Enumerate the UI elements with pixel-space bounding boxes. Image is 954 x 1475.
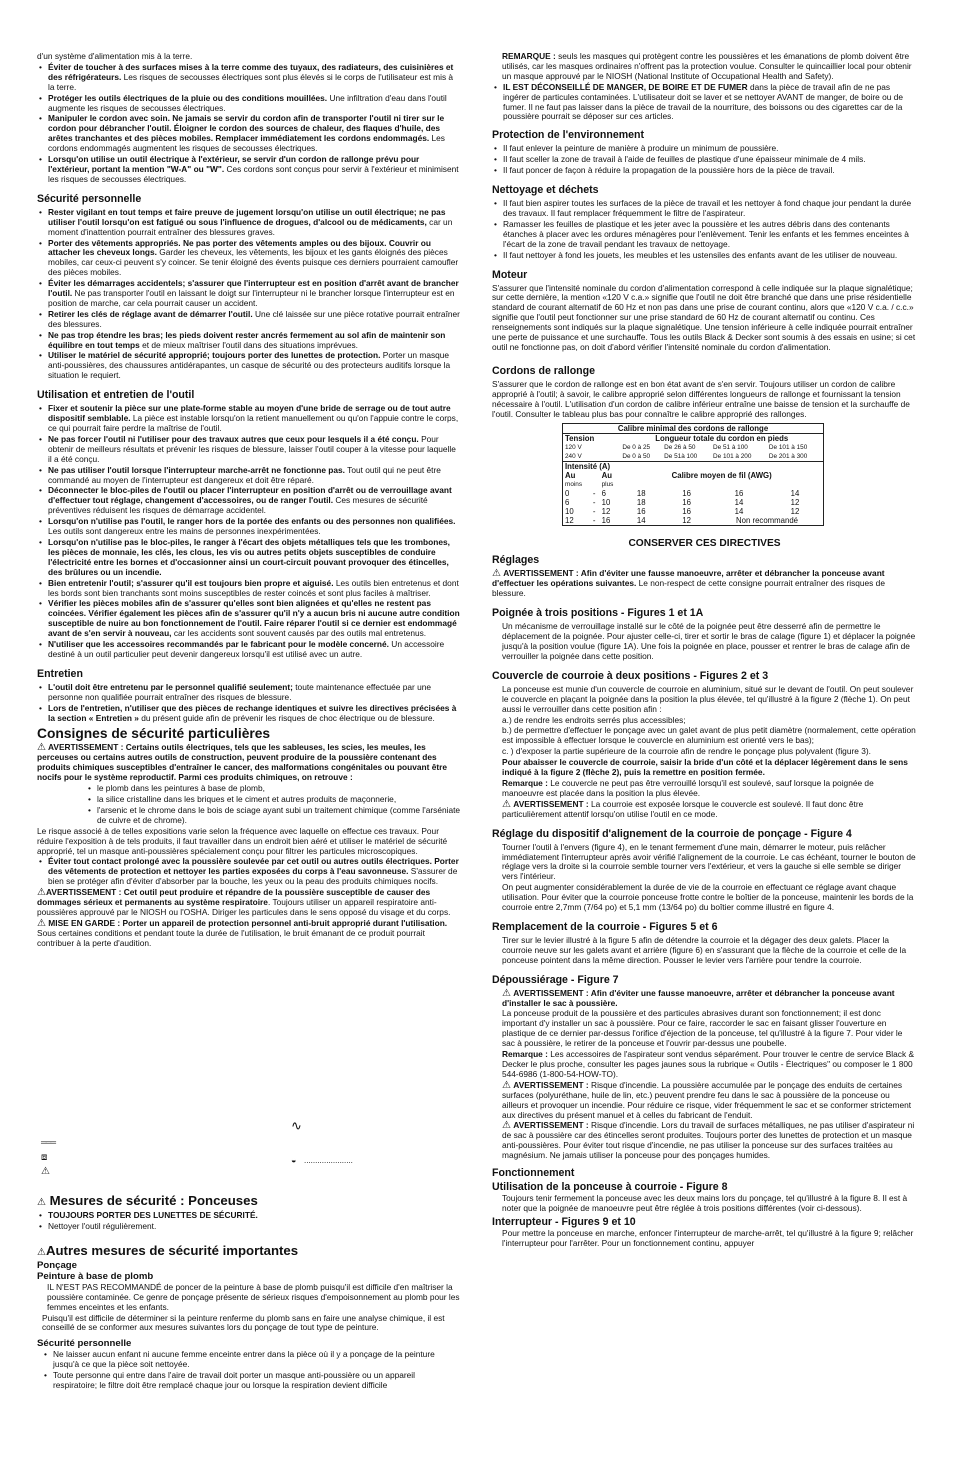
list-item: • Porter des vêtements appropriés. Ne pas porter des vêtements amples ou des bijoux. Couvrir ou attacher les cheveux longs. Garder les cheveux, les vêtements, les bijoux et les gants éloignés des pièces mobiles, car ceux-ci peuvent s'y coincer. Se tenir éloigné des évents puisque ces derniers pourraient camoufler des pièces mobiles.: [37, 239, 461, 279]
maintenance-list: [37, 683, 461, 724]
list-item: • Il faut bien aspirer toutes les surfaces de la pièce de travail et les nettoyer à fond chaque jour pendant la durée des travaux. Il faut remplacer fréquemment le filtre de l'aspirateur.: [492, 199, 917, 219]
list-item: • Lors de l'entretien, n'utiliser que des pièces de rechange identiques et suivre les directives précisées à la section « Entretien » du présent guide afin de prévenir les risques de choc électrique ou de blessure.: [37, 704, 461, 724]
list-item: • Vérifier les pièces mobiles afin de s'assurer qu'elles sont bien alignées et qu'elles ne restent pas coincées. Vérifier également les pièces afin de s'assurer qu'il n'y a aucun bris ni aucune autre condition susceptible de nuire au bon fonctionnement de l'outil. Faire réparer l'outil si ce dernier est endommagé avant de s'en servir à nouveau, car les accidents sont souvent causés par des outils mal entretenus.: [37, 599, 461, 639]
warning-icon: ⚠: [502, 1079, 511, 1091]
list-item: • IL EST DÉCONSEILLÉ DE MANGER, DE BOIRE ET DE FUMER dans la pièce de travail afin de ne pas ingérer de particules contaminées. L'utilisateur doit se laver et se nettoyer AVANT de manger, de boire ou de fumer. Il ne faut pas laisser dans la pièce de travail de la nourriture, des boissons ou des cigarettes car de la poussière pourrait se déposer sur ces articles.: [492, 83, 917, 123]
table-row: 10 - 12 16 16 14 12: [565, 507, 800, 517]
belt-alignment-heading: Réglage du dispositif d'alignement de la courroie de ponçage - Figure 4: [492, 827, 852, 840]
list-item: • Il faut poncer de façon à réduire la propagation de la poussière hors de la pièce de travail.: [492, 166, 917, 176]
list-item: • Retirer les clés de réglage avant de démarrer l'outil. Une clé laissée sur une pièce rotative pourrait entraîner des blessures.: [37, 310, 461, 330]
motor-text: S'assurer que l'intensité nominale du cordon d'alimentation correspond à celle indiquée sur la plaque signalétique; sur cette dernière, la mention «120 V c.a.» signifie que l'outil ne doit être branché que dans une prise résidentielle standard de courant alternatif de 60 Hz et non pas dans une prise de courant continu, alors que «120 V c.a. / c.c.» signifie que l'outil peut fonctionner sur une prise standard de 60 Hz de courant alternatif ou continu. Ces renseignements sont indiqués sur la plaque signalétique. Une tension inférieure à celle indiquée pourrait entraîner une perte de puissance et une surchauffe. Tous les outils Black & Decker sont soumis à des essais en usine; si cet outil ne fonctionne pas, on doit d'abord vérifier l'intensité nominale du cordon d'alimentation.: [492, 282, 916, 352]
table-gauge-header: Calibre moyen de fil (AWG): [671, 471, 772, 481]
list-item: • Il faut enlever la peinture de manière à produire un minimum de poussière.: [492, 144, 917, 154]
lead-paint-heading: Peinture à base de plomb: [37, 1270, 154, 1282]
warning-icon: ⚠: [37, 1197, 46, 1208]
list-item: • Ne pas forcer l'outil ni l'utiliser pour des travaux autres que ceux pour lesquels il a été conçu. Pour obtenir de meilleurs résultats et prévenir les risques de blessure, laisser l'outil couper à la vitesse pour laquelle il a été conçu.: [37, 435, 461, 465]
table-row: 12 - 16 14 12 Non recommandé: [565, 516, 798, 526]
warning-icon: ⚠: [502, 987, 511, 999]
operation-heading: Fonctionnement: [492, 1167, 575, 1180]
handle-heading: Poignée à trois positions - Figures 1 et 1A: [492, 607, 704, 620]
sanding-heading: Ponçage: [37, 1259, 77, 1271]
belt-replacement-heading: Remplacement de la courroie - Figures 5 et 6: [492, 920, 718, 933]
list-item: • Éviter tout contact prolongé avec la poussière soulevée par cet outil ou autres outils électriques. Porter des vêtements de protection et nettoyer les parties exposées du corps à l'eau savonneuse. S'assurer de bien se protéger afin d'éviter d'absorber par la bouche, les yeux ou la peau des produits chimiques nocifs.: [37, 857, 461, 887]
table-row: 0 - 6 18 16 16 14: [565, 489, 800, 499]
note-label: REMARQUE :: [502, 51, 556, 61]
warning-icon: ⚠: [502, 798, 511, 810]
list-item: • N'utiliser que les accessoires recommandés par le fabricant pour le modèle concerné. Un accessoire destiné à un outil particulier peut devenir dangereux lorsqu'il est utilisé avec un autre.: [37, 640, 461, 660]
warning-icon: ⚠: [37, 742, 46, 754]
warning-icon: ⚠: [41, 1166, 50, 1177]
personal-safety-heading: Sécurité personnelle: [37, 192, 142, 205]
specific-warning-text: AVERTISSEMENT : Certains outils électriques, tels que les sableuses, les scies, les meules, les perceuses ou certains autres outils de construction, peuvent produire de la poussière contenant des produits chimiques susceptibles d'entraîner le cancer, des malformations congénitales ou pouvant être nocifs pour le système reproductif. Parmi ces produits chimiques, on retrouve :: [37, 742, 448, 783]
belt-cover-heading: Couvercle de courroie à deux positions - Figures 2 et 3: [492, 669, 769, 682]
list-item: • TOUJOURS PORTER DES LUNETTES DE SÉCURITÉ.: [37, 1211, 461, 1221]
tool-use-list: [37, 404, 461, 660]
list-item: • Utiliser le matériel de sécurité approprié; toujours porter des lunettes de protection. Porter un masque anti-poussières, des chaussures antidérapantes, un casque de sécurité ou des protecteurs auditifs lorsque la situation le requiert.: [37, 351, 461, 381]
sanders-safety-list: [37, 1211, 461, 1232]
extension-cords-heading: Cordons de rallonge: [492, 364, 596, 377]
list-item: • Ramasser les feuilles de plastique et les jeter avec la poussière et les autres débris dans des contenants étanches à placer avec les ordures ménagères pour l'enlèvement. Tenir les enfants et les femmes enceintes à l'écart de la zone de travail pendant les travaux de nettoyage.: [492, 220, 917, 250]
symbols-area: [40, 1118, 460, 1180]
warning-icon: ⚠: [37, 887, 46, 899]
list-item: • Il faut sceller la zone de travail à l'aide de feuilles de plastique d'une épaisseur minimale de 4 mils.: [492, 155, 917, 165]
list-item: • Ne pas utiliser l'outil lorsque l'interrupteur marche-arrêt ne fonctionne pas. Tout outil qui ne peut être commandé au moyen de l'interrupteur est dangereux et doit être réparé.: [37, 466, 461, 486]
intro-text: d'un système d'alimentation mis à la terre.: [37, 51, 193, 61]
rpm-dots: ......................: [304, 1156, 353, 1165]
extension-cord-table: Calibre minimal des cordons de rallonge Tension Longueur totale du cordon en pieds 120 V De 0 à 25 De 26 à 50 De 51 à 100 De 101 à 150 240 V De 0 à 50 De 51à 100 De 101 à 200 De 201 à 300 Intensité (A) Au Au Calibre moyen de fil (AWG) moins plus 0 - 6 18 16 16 14 6 - 10 18 16 14 12 10 - 12 16 16 14 12 12 - 16 14 12 Non recommandé: [562, 423, 824, 526]
lower-cover-text: Pour abaisser le couvercle de courroie, saisir la bride d'un côté et la déplacer légèrement dans le sens indiqué à la figure 2 (flèche 2), puis la remettre en position fermée.: [502, 757, 908, 778]
list-item: • Ne laisser aucun enfant ni aucune femme enceinte entrer dans la pièce où il y a ponçage de la peinture jusqu'à ce que la pièce soit nettoyée.: [42, 1350, 461, 1370]
list-item: • Ne pas trop étendre les bras; les pieds doivent rester ancrés fermement au sol afin de maintenir son équilibre en tout temps et de mieux maîtriser l'outil dans des situations imprévues.: [37, 331, 461, 351]
table-amps-header: Intensité (A): [563, 462, 824, 472]
personal-safety-2-list: [37, 1350, 461, 1391]
specific-safety-heading: Consignes de sécurité particulières: [37, 726, 271, 742]
table-length-header: Longueur totale du cordon en pieds: [655, 434, 789, 444]
list-item: • la silice cristalline dans les briques et le ciment et autres produits de maçonnerie,: [37, 795, 461, 805]
list-item: • Toute personne qui entre dans l'aire de travail doit porter un masque anti-poussière ou un appareil respiratoire; le filtre doit être remplacé chaque jour ou lorsque la respiration devient difficile: [42, 1371, 461, 1391]
belt-sander-use-heading: Utilisation de la ponceuse à courroie - Figure 8: [492, 1181, 728, 1194]
left-lower-column: [37, 1193, 461, 1392]
list-item: • l'arsenic et le chrome dans le bois de sciage ayant subi un traitement chimique (comme l'arséniate de cuivre et de chrome).: [37, 806, 461, 826]
list-item: • Éviter les démarrages accidentels; s'assurer que l'interrupteur est en position d'arrêt avant de brancher l'outil. Ne pas transporter l'outil en laissant le doigt sur l'interrupteur ni le brancher lorsque l'interrupteur est en position de marche, car cela pourrait causer un accident.: [37, 279, 461, 309]
environment-list: [492, 144, 917, 176]
dc-current-icon: ═══: [41, 1138, 56, 1147]
motor-heading: Moteur: [492, 268, 528, 281]
respiratory-warning: AVERTISSEMENT : Cet outil peut produire et répandre de la poussière susceptible de causer des dommages sérieux et permanents au système respiratoire: [37, 887, 431, 908]
cleaning-heading: Nettoyage et déchets: [492, 184, 599, 197]
list-item: • L'outil doit être entretenu par le personnel qualifié seulement; toute maintenance effectuée par une personne non qualifiée pourrait entraîner des risques de blessure.: [37, 683, 461, 703]
maintenance-heading: Entretien: [37, 667, 83, 680]
adjustments-heading: Réglages: [492, 554, 540, 567]
keep-instructions-heading: CONSERVER CES DIRECTIVES: [628, 538, 781, 550]
list-item: • Manipuler le cordon avec soin. Ne jamais se servir du cordon afin de transporter l'outil ni tirer sur le cordon pour débrancher l'outil. Éloigner le cordon des sources de chaleur, des flaques d'huile, des arêtes tranchantes et des pièces mobiles. Remplacer immédiatement les cordons endommagés. Les cordons endommagés augmentent les risques de secousses électriques.: [37, 114, 461, 154]
sanders-safety-heading: Mesures de sécurité : Ponceuses: [49, 1193, 258, 1208]
list-item: • Fixer et soutenir la pièce sur une plate-forme stable au moyen d'une bride de serrage ou de tout autre dispositif semblable. La pièce est instable lorsqu'on la retient manuellement ou qu'on l'appuie contre le corps, ce qui pourrait faire perdre la maîtrise de l'outil.: [37, 404, 461, 434]
right-column: REMARQUE : seuls les masques qui protègent contre les poussières et les émanations de plomb doivent être utilisés, car les masques ordinaires n'offrent pas la protection voulue. Consulter le quincaillier local pour obtenir un masque approuvé par le NIOSH (National Institute of Occupational Health and Safety). • IL EST DÉCONSEILLÉ DE MANGER, DE BOIRE ET DE FUMER dans la pièce de travail afin de ne pas ingérer de particules contaminées. L'utilisateur doit se laver et se nettoyer AVANT de manger, de boire ou de fumer. Il ne faut pas laisser dans la pièce de travail de la nourriture, des boissons ou des cigarettes car de la poussière pourrait se déposer sur ces articles. Protection de l'environnement • Il faut enlever la peinture de manière à produire un minimum de poussière. • Il faut sceller la zone de travail à l'aide de feuilles de plastique d'une épaisseur minimale de 4 mils. • Il faut poncer de façon à réduire la propagation de la poussière hors de la pièce de travail. Nettoyage et déchets • Il faut bien aspirer toutes les surfaces de la pièce de travail et les nettoyer à fond chaque jour pendant la durée des travaux. Il faut remplacer fréquemment le filtre de l'aspirateur. • Ramasser les feuilles de plastique et les jeter avec la poussière et les autres débris dans des contenants étanches à placer avec les ordures ménagères pour l'enlèvement. Tenir les enfants et les femmes enceintes à l'écart de la zone de travail pendant les travaux de nettoyage. • Il faut nettoyer à fond les jouets, les meubles et les ustensiles des enfants avant de les utiliser de nouveau. Moteur S'assurer que l'intensité nominale du cordon d'alimentation correspond à celle indiquée sur la plaque signalétique; sur cette dernière, la mention «120 V c.a.» signifie que l'outil ne doit être branché que dans une prise résidentielle standard de courant alternatif de 60 Hz et non pas dans une prise de courant continu, alors que «120 V c.a. / c.c.» signifie que l'outil peut fonctionner sur une prise standard de 60 Hz de courant alternatif ou continu. Ces renseignements sont indiqués sur la plaque signalétique. Une tension inférieure à celle indiquée pourrait entraîner une perte de puissance et une surchauffe. Tous les outils Black & Decker sont soumis à des essais en usine; si cet outil ne fonctionne pas, on doit d'abord vérifier l'intensité nominale du cordon d'alimentation. Cordons de rallonge S'assurer que le cordon de rallonge est en bon état avant de s'en servir. Toujours utiliser un cordon de calibre approprié à l'outil; à savoir, le calibre approprié selon différentes longueurs de rallonge et fournissant la tension nécessaire à l'outil. L'utilisation d'un cordon de calibre inférieur entraîne une baisse de tension et la surchauffe de l'outil. Consulter le tableau plus bas pour connaître le calibre approprié des rallonges. Calibre minimal des cordons de rallonge Tension Longueur totale du cordon en pieds 120 V De 0 à 25 De 26 à 50 De 51 à 100 De 101 à 150 240 V De 0 à 50 De 51à 100 De 101 à 200 De 201 à 300 Intensité (A) Au Au Calibre moyen de fil (AWG) moins plus 0 - 6 18 16 16 14 6 - 10 18 16 14 12 10 - 12 16 16 14 12 12 - 16 14 12 Non recommandé CONSERVER CES DIRECTIVES Réglages ⚠ AVERTISSEMENT : Afin d'éviter une fausse manoeuvre, arrêter et débrancher la ponceuse avant d'effectuer les opérations suivantes. Le non-respect de cette consigne pourrait entraîner des risques de blessure. Poignée à trois positions - Figures 1 et 1A Un mécanisme de verrouillage installé sur le côté de la poignée peut être desserré afin de permettre le déplacement de la poignée. Pour ajuster celle-ci, tirer et sortir le bras de calage (figure 1) et déplacer la poignée jusqu'à la position voulue (figure 1A). Une fois la poignée en place, pousser et rentrer le bras de calage afin de verrouiller la poignée dans cette position. Couvercle de courroie à deux positions - Figures 2 et 3 La ponceuse est munie d'un couvercle de courroie en aluminium, situé sur le devant de l'outil. On peut soulever le couvercle en plaçant la poignée dans la position la plus élevée, tel qu'illustré à la figure 2 (flèche 1). On peut aussi le verrouiller dans cette position afin : a.) de rendre les endroits serrés plus accessibles; b.) de permettre d'effectuer le ponçage avec un galet avant de plus petit diamètre (normalement, cette opération est impossible à effectuer lorsque le couvercle en aluminium est orienté vers le bas); c. ) d'exposer la partie supérieure de la courroie afin de rendre le ponçage plus polyvalent (figure 3). Pour abaisser le couvercle de courroie, saisir la bride d'un côté et la déplacer légèrement dans le sens indiqué à la figure 2 (flèche 2), puis la remettre en position fermée. Remarque : Le couvercle ne peut pas être verrouillé lorsqu'il est soulevé, sauf lorsque la poignée de manoeuvre est placée dans la position la plus élevée. ⚠ AVERTISSEMENT : La courroie est exposée lorsque le couvercle est soulevé. Il faut donc être particulièrement attentif lorsqu'on utilise l'outil en ce mode. Réglage du dispositif d'alignement de la courroie de ponçage - Figure 4 Tourner l'outil à l'envers (figure 4), en le tenant fermement d'une main, démarrer le moteur, puis relâcher immédiatement l'interrupteur après avoir vérifié l'alignement de la courroie. Le cas échéant, tourner le bouton de réglage vers la droite si la courroie semble tourner vers l'extérieur, et vers la gauche si elle semble se diriger vers l'intérieur. On peut augmenter considérablement la durée de vie de la courroie en effectuant ce réglage avant chaque utilisation. Pour éviter que la courroie ponceuse frotte contre le boîtier de la ponceuse, maintenir les bords de la courroie entre 2,7mm (7/64 po) et 5,1 mm (13/64 po) du boîtier comme illustré en figure 4. Remplacement de la courroie - Figures 5 et 6 Tirer sur le levier illustré à la figure 5 afin de détendre la courroie et la dégager des deux galets. Placer la courroie neuve sur les galets avant et arrière (figure 6) en s'assurant que la flèche de la courroie et celle de la ponceuse pointent dans la même direction. Pousser le levier vers l'arrière pour tendre la courroie. Dépoussiérage - Figure 7 ⚠ AVERTISSEMENT : Afin d'éviter une fausse manoeuvre, arrêter et débrancher la ponceuse avant d'installer le sac à poussière. La ponceuse produit de la poussière et des particules abrasives durant son fonctionnement; il est donc important d'y installer un sac à poussière. Pour ce faire, raccorder le sac en faisant glisser l'ouverture en plastique de ce dernier par-dessus l'orifice d'éjection de la ponceuse, tel qu'illustré à la figure 7. Pour vider le sac à poussière, le retirer de la ponceuse et l'ouvrir par-dessus une poubelle. Remarque : Les accessoires de l'aspirateur sont vendus séparément. Pour trouver le centre de service Black & Decker le plus proche, consulter les pages jaunes sous la rubrique « Outils - Électriques" ou composer le 1 800 544-6986 (1-800-54-HOW-TO). ⚠ AVERTISSEMENT : Risque d'incendie. La poussière accumulée par le ponçage des enduits de certaines surfaces (polyuréthane, huile de lin, etc.) peuvent prendre feu dans le sac à poussière de la ponceuse ou ailleurs et provoquer un incendie. Pour réduire ce risque, vider fréquemment le sac et se conformer strictement aux directives du présent manuel et à celles du fabricant de l'enduit. ⚠ AVERTISSEMENT : Risque d'incendie. Lors du travail de surfaces métalliques, ne pas utiliser d'aspirateur ni de sac à poussière car des étincelles seront produites. Toujours porter des lunettes de protection et un masque anti-poussières. Pour éviter tout risque d'incendie, ne pas utiliser la ponceuse sur des surfaces traitées au magnésium. Ne jamais utiliser la ponceuse pour des ponçages humides. Fonctionnement Utilisation de la ponceuse à courroie - Figure 8 Toujours tenir fermement la ponceuse avec les deux mains lors du ponçage, tel qu'illustré à la figure 8. Il est à noter que la poignée de manoeuvre peut être réglée à trois positions différentes (voir ci-dessous). Interrupteur - Figures 9 et 10 Pour mettre la ponceuse en marche, enfoncer l'interrupteur de marche-arrêt, tel qu'illustré à la figure 9; relâcher l'interrupteur pour l'arrêter. Pour un fonctionnement continu, appuyer: [492, 52, 917, 1250]
warning-icon: ⚠: [37, 1246, 46, 1258]
other-safety-heading: Autres mesures de sécurité importantes: [45, 1242, 299, 1258]
class-two-icon: ⧈: [41, 1152, 48, 1163]
environment-heading: Protection de l'environnement: [492, 129, 645, 142]
rpm-icon: ◒: [291, 1155, 297, 1165]
table-title: Calibre minimal des cordons de rallonge: [563, 424, 824, 434]
warning-icon: ⚠: [37, 917, 46, 929]
list-item: • Bien entretenir l'outil; s'assurer qu'il est toujours bien propre et aiguisé. Les outils bien entretenus et dont les bords sont bien tranchants sont moins susceptibles de rester coincés et sont plus faciles à maîtriser.: [37, 579, 461, 599]
note-text: seuls les masques qui protègent contre les poussières et les émanations de plomb doivent être utilisés, car les masques ordinaires n'offrent pas la protection voulue. Consulter le quincaillier local pour obtenir un masque approuvé par le NIOSH (National Institute of Occupational Health and Safety).: [502, 51, 912, 81]
personal-safety-list: [37, 208, 461, 381]
ac-current-icon: ∿: [291, 1118, 302, 1133]
list-item: • Lorsqu'on utilise un outil électrique à l'extérieur, se servir d'un cordon de rallonge prévu pour l'extérieur, portant la mention "W-A" ou "W". Ces cordons sont conçus pour servir à l'extérieur et minimisent les risques de secousses électriques.: [37, 155, 461, 185]
warning-icon: ⚠: [492, 568, 501, 580]
hearing-warning: MISE EN GARDE : Porter un appareil de protection personnel anti-bruit approprié durant l'utilisation.: [48, 917, 448, 928]
lead-paint-text-2: Puisqu'il est difficile de déterminer si la peinture renferme du plomb sans en faire une analyse chimique, il est conseillé de se conformer aux mesures suivantes lors du ponçage de tout type de peinture.: [42, 1312, 445, 1333]
cleaning-list: [492, 199, 917, 260]
handle-text: Un mécanisme de verrouillage installé sur le côté de la poignée peut être desserré afin de permettre le déplacement de la poignée. Pour ajuster celle-ci, tirer et sortir le bras de calage (figure 1) et déplacer la poignée jusqu'à la position voulue (figure 1A). Une fois la poignée en place, pousser et rentrer le bras de calage afin de verrouiller la poignée dans cette position.: [502, 621, 916, 661]
table-tension-header: Tension: [565, 434, 595, 444]
extension-cords-text: S'assurer que le cordon de rallonge est en bon état avant de s'en servir. Toujours utiliser un cordon de calibre approprié à l'outil; à savoir, le calibre approprié selon différentes longueurs de rallonge et fournissant la tension nécessaire à l'outil. L'utilisation d'un cordon de calibre inférieur entraîne une baisse de tension et la surchauffe de l'outil. Consulter le tableau plus bas pour connaître le calibre approprié des rallonges.: [492, 378, 910, 419]
switch-heading: Interrupteur - Figures 9 et 10: [492, 1215, 636, 1228]
list-item: • Déconnecter le bloc-piles de l'outil ou placer l'interrupteur en position d'arrêt ou de verrouillage avant d'effectuer tout réglage, changement d'accessoires, ou de ranger l'outil. Ces mesures de sécurité préventives réduisent les risques de démarrage accidentel.: [37, 486, 461, 516]
list-item: • Éviter de toucher à des surfaces mises à la terre comme des tuyaux, des radiateurs, des cuisinières et des réfrigérateurs. Les risques de secousses électriques sont plus élevés si le corps de l'utilisateur est mis à la terre.: [37, 63, 461, 93]
left-column: d'un système d'alimentation mis à la terre. • Éviter de toucher à des surfaces mises à la terre comme des tuyaux, des radiateurs, des cuisinières et des réfrigérateurs. Les risques de secousses électriques sont plus élevés si le corps de l'utilisateur est mis à la terre. • Protéger les outils électriques de la pluie ou des conditions mouillées. Une infiltration d'eau dans l'outil augmente les risques de secousses électriques. • Manipuler le cordon avec soin. Ne jamais se servir du cordon afin de transporter l'outil ni tirer sur le cordon pour débrancher l'outil. Éloigner le cordon des sources de chaleur, des flaques d'huile, des arêtes tranchantes et des pièces mobiles. Remplacer immédiatement les cordons endommagés. Les cordons endommagés augmentent les risques de secousses électriques. • Lorsqu'on utilise un outil électrique à l'extérieur, se servir d'un cordon de rallonge prévu pour l'extérieur, portant la mention "W-A" ou "W". Ces cordons sont conçus pour servir à l'extérieur et minimisent les risques de secousses électriques. Sécurité personnelle • Rester vigilant en tout temps et faire preuve de jugement lorsqu'on utilise un outil électrique; ne pas utiliser l'outil lorsqu'on est fatigué ou sous l'influence de drogues, d'alcool ou de médicaments, car un moment d'inattention pourrait entraîner des blessures graves. • Porter des vêtements appropriés. Ne pas porter des vêtements amples ou des bijoux. Couvrir ou attacher les cheveux longs. Garder les cheveux, les vêtements, les bijoux et les gants éloignés des pièces mobiles, car ceux-ci peuvent s'y coincer. Se tenir éloigné des évents puisque ces derniers pourraient camoufler des pièces mobiles. • Éviter les démarrages accidentels; s'assurer que l'interrupteur est en position d'arrêt avant de brancher l'outil. Ne pas transporter l'outil en laissant le doigt sur l'interrupteur ni le brancher lorsque l'interrupteur est en position de marche, car cela pourrait causer un accident. • Retirer les clés de réglage avant de démarrer l'outil. Une clé laissée sur une pièce rotative pourrait entraîner des blessures. • Ne pas trop étendre les bras; les pieds doivent rester ancrés fermement au sol afin de maintenir son équilibre en tout temps et de mieux maîtriser l'outil dans des situations imprévues. • Utiliser le matériel de sécurité approprié; toujours porter des lunettes de protection. Porter un masque anti-poussières, des chaussures antidérapantes, un casque de sécurité ou des protecteurs auditifs lorsque la situation le requiert. Utilisation et entretien de l'outil • Fixer et soutenir la pièce sur une plate-forme stable au moyen d'une bride de serrage ou de tout autre dispositif semblable. La pièce est instable lorsqu'on la retient manuellement ou qu'on l'appuie contre le corps, ce qui pourrait faire perdre la maîtrise de l'outil. • Ne pas forcer l'outil ni l'utiliser pour des travaux autres que ceux pour lesquels il a été conçu. Pour obtenir de meilleurs résultats et prévenir les risques de blessure, laisser l'outil couper à la vitesse pour laquelle il a été conçu. • Ne pas utiliser l'outil lorsque l'interrupteur marche-arrêt ne fonctionne pas. Tout outil qui ne peut être commandé au moyen de l'interrupteur est dangereux et doit être réparé. • Déconnecter le bloc-piles de l'outil ou placer l'interrupteur en position d'arrêt ou de verrouillage avant d'effectuer tout réglage, changement d'accessoires, ou de ranger l'outil. Ces mesures de sécurité préventives réduisent les risques de démarrage accidentel. • Lorsqu'on n'utilise pas l'outil, le ranger hors de la portée des enfants ou des personnes non qualifiées. Les outils sont dangereux entre les mains de personnes inexpérimentées. • Lorsqu'on n'utilise pas le bloc-piles, le ranger à l'écart des objets métalliques tels que les trombones, les pièces de monnaie, les clés, les clous, les vis ou autres petits objets susceptibles de conduire l'électricité entre les bornes et d'occasionner ainsi un court-circuit pouvant provoquer des étincelles, des brûlures ou un incendie. • Bien entretenir l'outil; s'assurer qu'il est toujours bien propre et aiguisé. Les outils bien entretenus et dont les bords sont bien tranchants sont moins susceptibles de rester coincés et sont plus faciles à maîtriser. • Vérifier les pièces mobiles afin de s'assurer qu'elles sont bien alignées et qu'elles ne restent pas coincées. Vérifier également les pièces afin de s'assurer qu'il n'y a aucun bris ni aucune autre condition susceptible de nuire au bon fonctionnement de l'outil. Faire réparer l'outil si ce dernier est endommagé avant de s'en servir à nouveau, car les accidents sont souvent causés par des outils mal entretenus. • N'utiliser que les accessoires recommandés par le fabricant pour le modèle concerné. Un accessoire destiné à un outil particulier peut devenir dangereux lorsqu'il est utilisé avec un autre. Entretien • L'outil doit être entretenu par le personnel qualifié seulement; toute maintenance effectuée par une personne non qualifiée pourrait entraîner des risques de blessure. • Lors de l'entretien, n'utiliser que des pièces de rechange identiques et suivre les directives précisées à la section « Entretien » du présent guide afin de prévenir les risques de choc électrique ou de blessure. Consignes de sécurité particulières ⚠ AVERTISSEMENT : Certains outils électriques, tels que les sableuses, les scies, les meules, les perceuses ou certains autres outils de construction, peuvent produire de la poussière contenant des produits chimiques susceptibles d'entraîner le cancer, des malformations congénitales ou pouvant être nocifs pour le système reproductif. Parmi ces produits chimiques, on retrouve : • le plomb dans les peintures à base de plomb, • la silice cristalline dans les briques et le ciment et autres produits de maçonnerie, • l'arsenic et le chrome dans le bois de sciage ayant subi un traitement chimique (comme l'arséniate de cuivre et de chrome). Le risque associé à de telles expositions varie selon la fréquence avec laquelle on effectue ces travaux. Pour réduire l'exposition à de tels produits, il faut travailler dans un endroit bien aéré et utiliser le matériel de sécurité approprié, tel un masque anti-poussières spécialement conçu pour filtrer les particules microscopiques. • Éviter tout contact prolongé avec la poussière soulevée par cet outil ou autres outils électriques. Porter des vêtements de protection et nettoyer les parties exposées du corps à l'eau savonneuse. S'assurer de bien se protéger afin d'éviter d'absorber par la bouche, les yeux ou la peau des produits chimiques nocifs. ⚠AVERTISSEMENT : Cet outil peut produire et répandre de la poussière susceptible de causer des dommages sérieux et permanents au système respiratoire. Toujours utiliser un appareil respiratoire anti-poussières approuvé par le NIOSH ou l'OSHA. Diriger les particules dans le sens opposé du visage et du corps. ⚠ MISE EN GARDE : Porter un appareil de protection personnel anti-bruit approprié durant l'utilisation. Sous certaines conditions et pendant toute la durée de l'utilisation, le bruit émanant de ce produit pourrait contribuer à la perte d'audition.: [37, 52, 461, 950]
chemicals-list: [37, 784, 461, 826]
lead-paint-text-1: IL N'EST PAS RECOMMANDÉ de poncer de la peinture à base de plomb puisqu'il est difficile d'en maîtriser la poussière contaminée. Ce genre de ponçage présente de sérieux risques d'empoisonnement au plomb pour les femmes enceintes et les enfants.: [47, 1281, 460, 1312]
list-item: • Il faut nettoyer à fond les jouets, les meubles et les ustensiles des enfants avant de les utiliser de nouveau.: [492, 251, 917, 261]
risk-text: Le risque associé à de telles expositions varie selon la fréquence avec laquelle on effectue ces travaux. Pour réduire l'exposition à de tels produits, il faut travailler dans un endroit bien aéré et utiliser le matériel de sécurité approprié, tel un masque anti-poussières spécialement conçu pour filtrer les particules microscopiques.: [37, 825, 448, 856]
table-row: 6 - 10 18 16 14 12: [565, 498, 800, 508]
belt-cover-text: La ponceuse est munie d'un couvercle de courroie en aluminium, situé sur le devant de l'outil. On peut soulever le couvercle en plaçant la poignée dans la position la plus élevée, tel qu'illustré à la figure 2 (flèche 1). On peut aussi le verrouiller dans cette position afin :: [502, 683, 914, 714]
personal-safety-2-heading: Sécurité personnelle: [37, 1338, 132, 1350]
list-item: • Nettoyer l'outil régulièrement.: [37, 1222, 461, 1232]
dust-removal-heading: Dépoussiérage - Figure 7: [492, 973, 619, 986]
tool-use-heading: Utilisation et entretien de l'outil: [37, 389, 195, 402]
list-item: • le plomb dans les peintures à base de plomb,: [37, 784, 461, 794]
list-item: • Lorsqu'on n'utilise pas l'outil, le ranger hors de la portée des enfants ou des personnes non qualifiées. Les outils sont dangereux entre les mains de personnes inexpérimentées.: [37, 517, 461, 537]
warning-icon: ⚠: [502, 1120, 511, 1132]
electric-safety-list: [37, 63, 461, 185]
list-item: • Rester vigilant en tout temps et faire preuve de jugement lorsqu'on utilise un outil électrique; ne pas utiliser l'outil lorsqu'on est fatigué ou sous l'influence de drogues, d'alcool ou de médicaments, car un moment d'inattention pourrait entraîner des blessures graves.: [37, 208, 461, 238]
list-item: • Lorsqu'on n'utilise pas le bloc-piles, le ranger à l'écart des objets métalliques tels que les trombones, les pièces de monnaie, les clés, les clous, les vis ou autres petits objets susceptibles de conduire l'électricité entre les bornes et d'occasionner ainsi un court-circuit pouvant provoquer des étincelles, des brûlures ou un incendie.: [37, 538, 461, 578]
dust-list: [37, 857, 461, 887]
list-item: • Protéger les outils électriques de la pluie ou des conditions mouillées. Une infiltration d'eau dans l'outil augmente les risques de secousses électriques.: [37, 94, 461, 114]
